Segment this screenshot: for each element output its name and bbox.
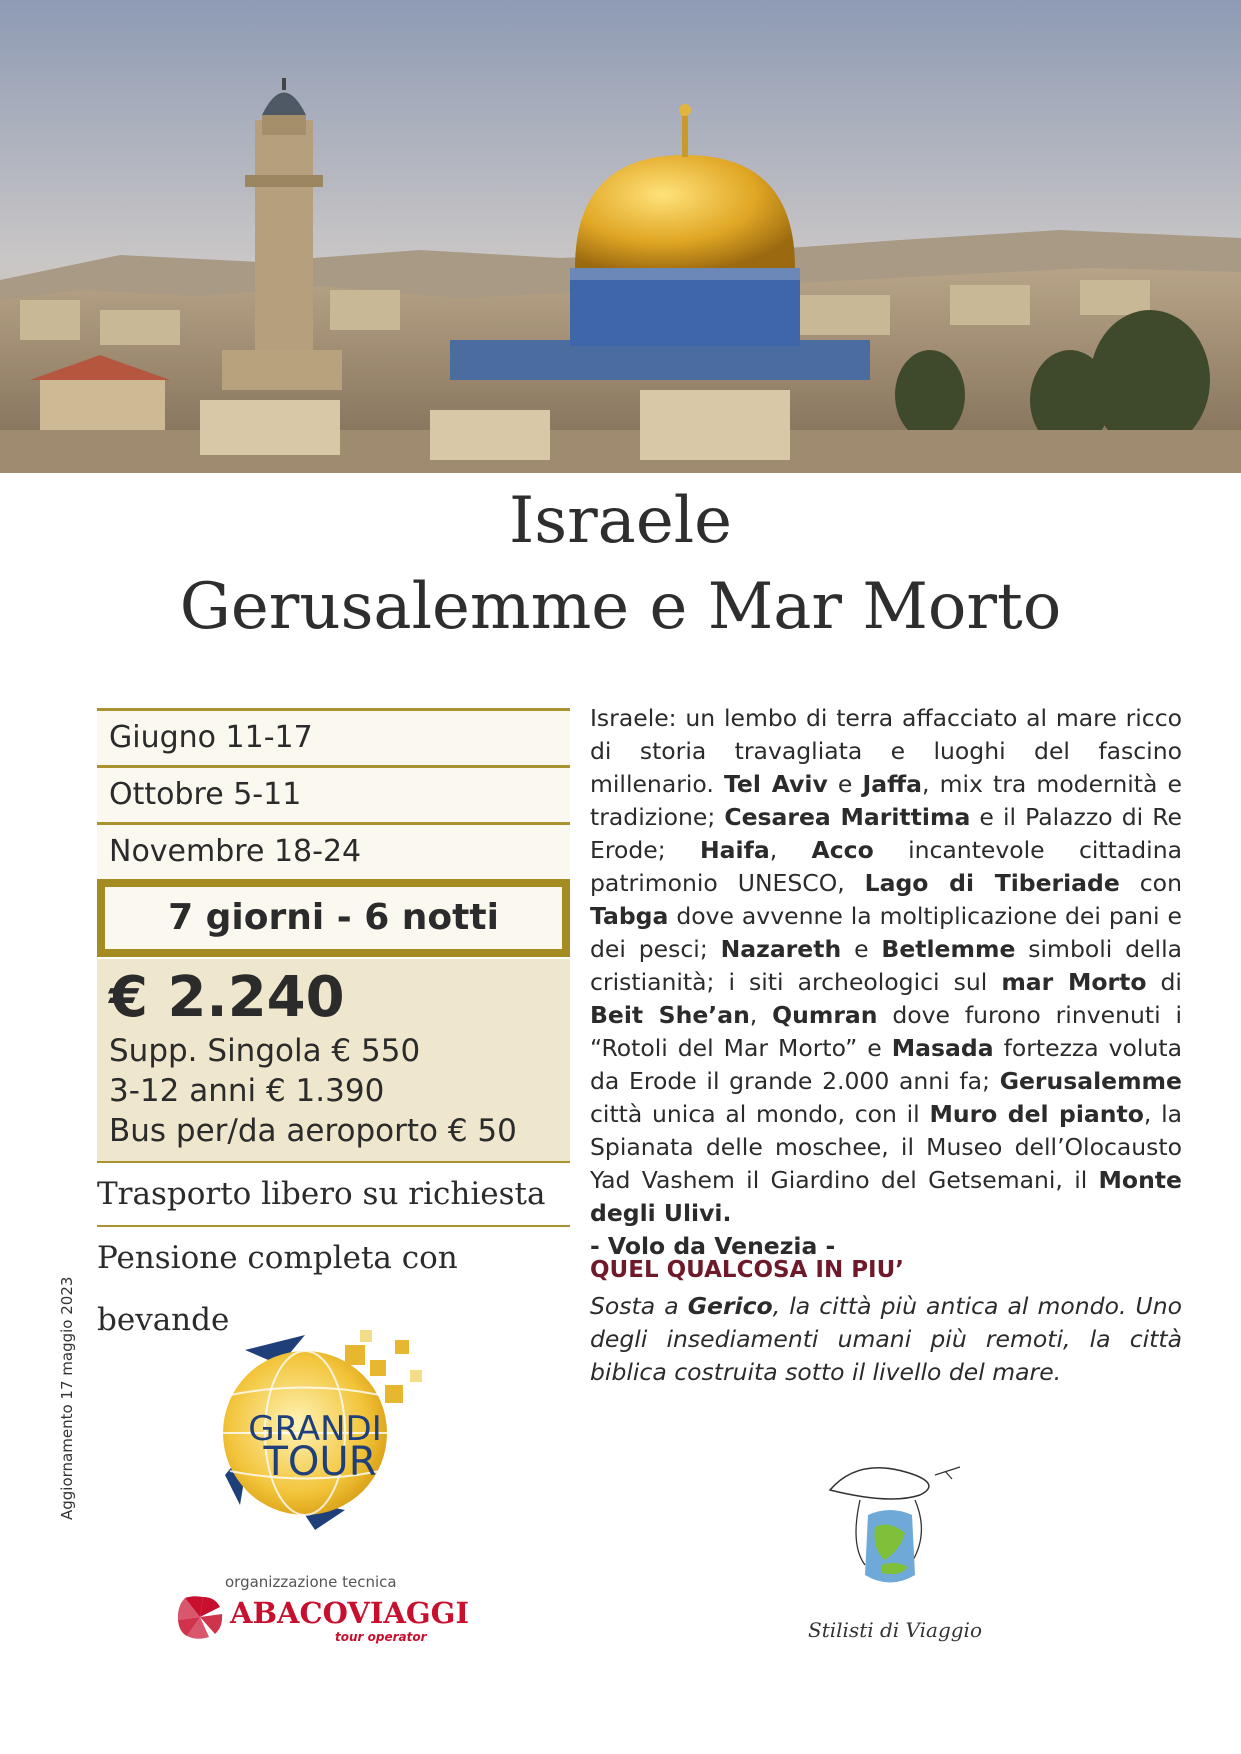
extra-place: Gerico — [687, 1292, 773, 1320]
date-row-november: Novembre 18-24 — [97, 822, 570, 879]
desc-place: Beit She’an — [590, 1001, 750, 1029]
price-main: € 2.240 — [109, 965, 345, 1030]
date-row-october: Ottobre 5-11 — [97, 765, 570, 822]
desc-place: Nazareth — [720, 935, 842, 963]
date-row-june: Giugno 11-17 — [97, 708, 570, 765]
desc-text: dove furono rinvenuti i “Rotoli del Mar Morto” e — [590, 1001, 1182, 1062]
desc-place: Tabga — [590, 902, 669, 930]
desc-place: mar Morto — [1001, 968, 1147, 996]
desc-place: Betlemme — [881, 935, 1016, 963]
desc-text: con — [1139, 869, 1182, 897]
desc-place: Gerusalemme — [999, 1067, 1182, 1095]
tour-label: TOUR — [263, 1439, 377, 1485]
desc-text: simboli della cristianità; i siti archeologici sul — [590, 935, 1182, 996]
title-country: Israele — [508, 484, 733, 558]
price-single-supplement: Supp. Singola € 550 — [109, 1033, 421, 1069]
transport-info: Trasporto libero su richiesta — [97, 1161, 570, 1225]
desc-place: Qumran — [772, 1001, 878, 1029]
extra-text: Sosta a — [590, 1292, 679, 1320]
abaco-subtitle: tour operator — [335, 1630, 427, 1644]
abacoviaggi-logo — [175, 1592, 470, 1644]
desc-place: Lago di Tiberiade — [864, 869, 1120, 897]
trip-info-column — [97, 708, 570, 1338]
update-date: Aggiornamento 17 maggio 2023 — [58, 1276, 76, 1520]
hero-photo — [0, 0, 1241, 473]
desc-place: Monte degli Ulivi. — [590, 1166, 1182, 1227]
desc-place: Cesarea Marittima — [724, 803, 971, 831]
extra-text: , la città più antica al mondo. Uno degli insediamenti umani più remoti, la città biblica costruita sotto il livello del mare. — [590, 1292, 1182, 1386]
desc-text: fortezza voluta da Erode il grande 2.000 anni fa; — [590, 1034, 1182, 1095]
desc-text: di — [1160, 968, 1182, 996]
desc-text: dove avvenne la moltiplicazione dei pani e dei pesci; — [590, 902, 1182, 963]
desc-text: e — [837, 770, 853, 798]
extra-section-title: QUEL QUALCOSA IN PIU’ — [590, 1257, 905, 1283]
title-destination: Gerusalemme e Mar Morto — [179, 570, 1062, 644]
desc-text: , — [769, 836, 778, 864]
desc-text: , la Spianata delle moschee, il Museo dell’Olocausto Yad Vashem il Giardino del Getsemani, il — [590, 1100, 1182, 1194]
extra-section-text — [590, 1290, 1182, 1389]
grandi-label: GRANDI — [248, 1409, 382, 1449]
abaco-swirl-icon — [175, 1592, 225, 1642]
desc-text: incantevole cittadina patrimonio UNESCO, — [590, 836, 1182, 897]
abaco-name: ABACOVIAGGI — [230, 1596, 470, 1630]
desc-place: Haifa — [700, 836, 770, 864]
desc-text: , — [749, 1001, 758, 1029]
stilisti-label: Stilisti di Viaggio — [808, 1618, 982, 1642]
duration-box: 7 giorni - 6 notti — [97, 879, 570, 957]
desc-text: città unica al mondo, con il — [590, 1100, 920, 1128]
desc-text: , mix tra modernità e tradizione; — [590, 770, 1182, 831]
desc-place: Jaffa — [862, 770, 922, 798]
page-title — [0, 478, 1241, 650]
desc-place: Muro del pianto — [929, 1100, 1144, 1128]
organizer-label: organizzazione tecnica — [225, 1573, 397, 1591]
desc-place: Acco — [811, 836, 874, 864]
desc-intro: Israele: un lembo di terra affacciato al mare ricco di storia travagliata e luoghi del fascino millenario. — [590, 704, 1182, 798]
desc-place: Masada — [891, 1034, 994, 1062]
grandi-tour-logo — [195, 1325, 435, 1535]
desc-text: e il Palazzo di Re Erode; — [590, 803, 1182, 864]
price-children: 3-12 anni € 1.390 — [109, 1073, 385, 1109]
trip-description — [590, 702, 1182, 1263]
board-info: Pensione completa con bevande — [97, 1225, 570, 1289]
desc-text: e — [854, 935, 869, 963]
flight-info: - Volo da Venezia - — [590, 1232, 836, 1260]
price-box — [97, 959, 570, 1161]
desc-place: Tel Aviv — [723, 770, 828, 798]
price-bus: Bus per/da aeroporto € 50 — [109, 1113, 517, 1149]
stilisti-di-viaggio-logo — [820, 1455, 970, 1645]
